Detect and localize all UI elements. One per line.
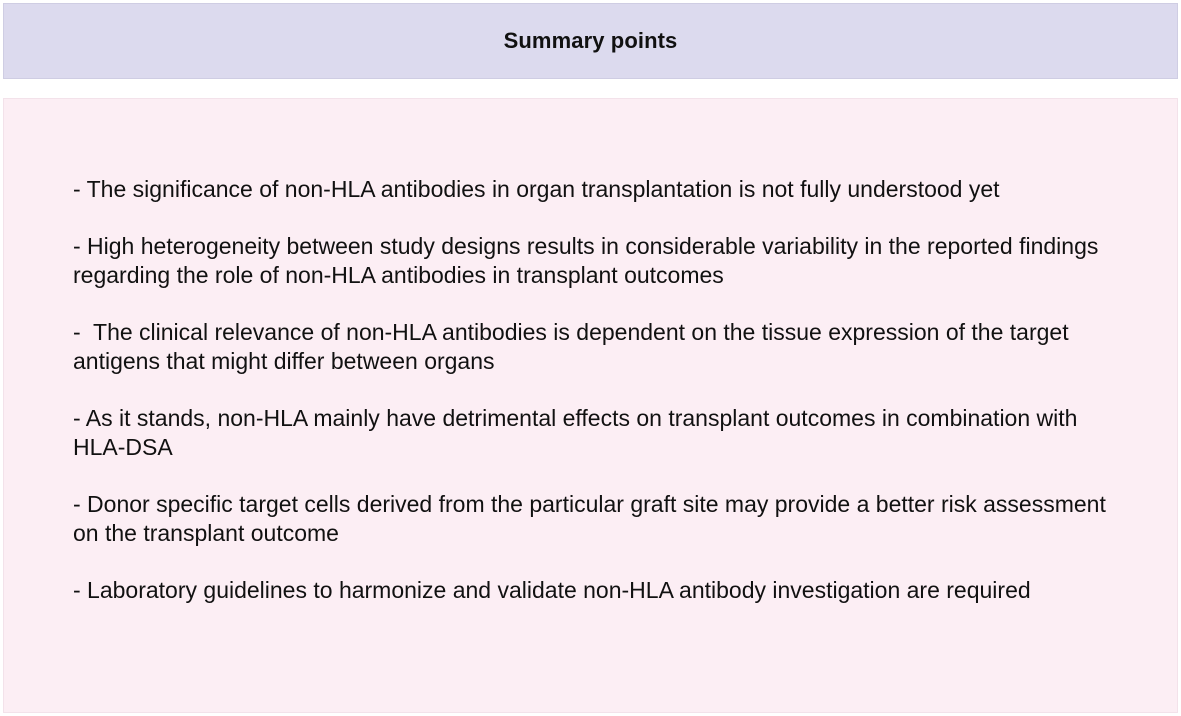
- summary-point-4: - As it stands, non-HLA mainly have detrimental effects on transplant outcomes in combination with HLA-DSA: [73, 405, 1084, 460]
- summary-point-5: - Donor specific target cells derived from the particular graft site may provide a better risk assessment on the transplant outcome: [73, 491, 1113, 546]
- summary-header: [3, 3, 1178, 79]
- summary-point-1: - The significance of non-HLA antibodies in organ transplantation is not fully understood yet: [73, 176, 1000, 202]
- summary-point-2: - High heterogeneity between study designs results in considerable variability in the reported findings regarding the role of non-HLA antibodies in transplant outcomes: [73, 233, 1105, 288]
- summary-title: Summary points: [503, 28, 678, 53]
- summary-point-3: - The clinical relevance of non-HLA antibodies is dependent on the tissue expression of the target antigens that might differ between organs: [73, 319, 1075, 374]
- summary-point-6: - Laboratory guidelines to harmonize and validate non-HLA antibody investigation are required: [73, 577, 1031, 603]
- summary-body: [3, 98, 1178, 713]
- summary-points-list: [73, 175, 1133, 633]
